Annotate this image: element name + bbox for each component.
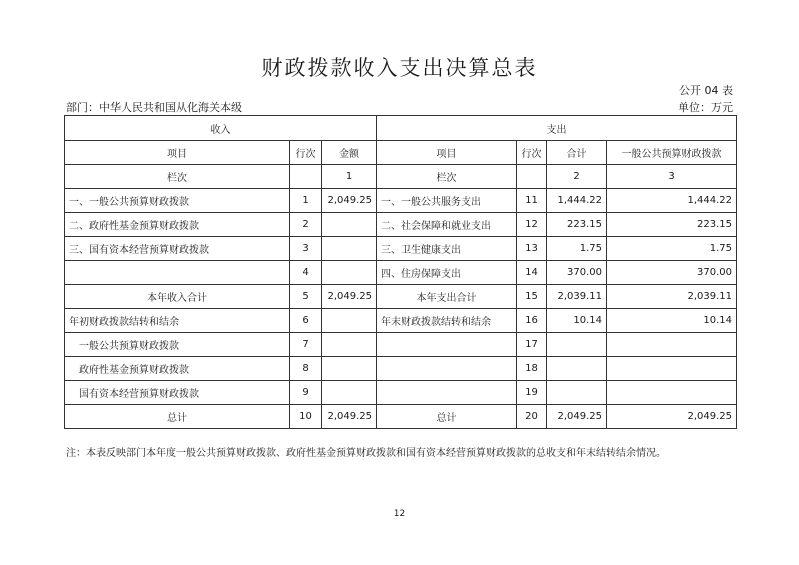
expense-general: 1.75 <box>607 237 737 261</box>
expense-line: 13 <box>517 237 547 261</box>
expense-general <box>607 357 737 381</box>
table-row <box>65 261 737 285</box>
income-line: 7 <box>290 333 322 357</box>
expense-general-header: 一般公共预算财政拨款 <box>607 141 737 165</box>
table-row <box>65 333 737 357</box>
income-line: 3 <box>290 237 322 261</box>
income-amount <box>322 237 377 261</box>
income-item: 本年收入合计 <box>65 285 290 309</box>
income-line: 5 <box>290 285 322 309</box>
income-line: 2 <box>290 213 322 237</box>
expense-item: 一、一般公共服务支出 <box>377 189 517 213</box>
expense-section-header: 支出 <box>377 116 737 141</box>
expense-item: 四、住房保障支出 <box>377 261 517 285</box>
expense-total <box>547 357 607 381</box>
expense-total-header: 合计 <box>547 141 607 165</box>
expense-item <box>377 381 517 405</box>
table-note: 注：本表反映部门本年度一般公共预算财政拨款、政府性基金预算财政拨款和国有资本经营预算财政拨款的总收支和年末结转结余情况。 <box>66 448 666 459</box>
expense-item <box>377 333 517 357</box>
income-item: 政府性基金预算财政拨款 <box>65 357 290 381</box>
table-row <box>65 357 737 381</box>
expense-general <box>607 381 737 405</box>
expense-general: 223.15 <box>607 213 737 237</box>
income-item: 国有资本经营预算财政拨款 <box>65 381 290 405</box>
expense-item: 年末财政拨款结转和结余 <box>377 309 517 333</box>
table-code: 公开 04 表 <box>679 84 733 97</box>
expense-total: 370.00 <box>547 261 607 285</box>
income-item <box>65 261 290 285</box>
expense-general: 370.00 <box>607 261 737 285</box>
expense-item: 总计 <box>377 405 517 429</box>
income-amount <box>322 309 377 333</box>
page-title: 财政拨款收入支出决算总表 <box>261 56 538 80</box>
expense-item-header: 项目 <box>377 141 517 165</box>
expense-item <box>377 357 517 381</box>
expense-general: 10.14 <box>607 309 737 333</box>
income-amount <box>322 333 377 357</box>
column-row-blank <box>290 165 322 189</box>
income-line: 1 <box>290 189 322 213</box>
department-label: 部门：中华人民共和国从化海关本级 <box>66 101 242 114</box>
expense-total: 10.14 <box>547 309 607 333</box>
income-line: 9 <box>290 381 322 405</box>
expense-line: 14 <box>517 261 547 285</box>
income-column-number: 1 <box>322 165 377 189</box>
column-row-label: 栏次 <box>65 165 290 189</box>
income-amount: 2,049.25 <box>322 405 377 429</box>
table-row <box>65 405 737 429</box>
expense-general: 2,039.11 <box>607 285 737 309</box>
expense-line: 17 <box>517 333 547 357</box>
general-column-number: 3 <box>607 165 737 189</box>
income-line: 4 <box>290 261 322 285</box>
expense-line: 20 <box>517 405 547 429</box>
income-line: 10 <box>290 405 322 429</box>
column-number-row <box>65 165 737 189</box>
income-amount <box>322 357 377 381</box>
expense-column-row-blank <box>517 165 547 189</box>
table-row <box>65 285 737 309</box>
table-row <box>65 381 737 405</box>
income-item-header: 项目 <box>65 141 290 165</box>
expense-line: 16 <box>517 309 547 333</box>
column-header-row <box>65 141 737 165</box>
expense-total: 1,444.22 <box>547 189 607 213</box>
section-header-row <box>65 116 737 141</box>
expense-line: 15 <box>517 285 547 309</box>
income-item: 年初财政拨款结转和结余 <box>65 309 290 333</box>
income-amount-header: 金额 <box>322 141 377 165</box>
page-number: 12 <box>393 509 406 519</box>
expense-total: 2,049.25 <box>547 405 607 429</box>
expense-line: 11 <box>517 189 547 213</box>
table-row <box>65 213 737 237</box>
expense-general: 1,444.22 <box>607 189 737 213</box>
expense-item: 二、社会保障和就业支出 <box>377 213 517 237</box>
income-item: 一、一般公共预算财政拨款 <box>65 189 290 213</box>
expense-general <box>607 333 737 357</box>
expense-column-row-label: 栏次 <box>377 165 517 189</box>
unit-label: 单位：万元 <box>678 101 733 114</box>
expense-total <box>547 381 607 405</box>
expense-general: 2,049.25 <box>607 405 737 429</box>
income-item: 一般公共预算财政拨款 <box>65 333 290 357</box>
income-line-header: 行次 <box>290 141 322 165</box>
expense-item: 三、卫生健康支出 <box>377 237 517 261</box>
budget-table <box>64 115 737 429</box>
expense-total: 223.15 <box>547 213 607 237</box>
expense-line-header: 行次 <box>517 141 547 165</box>
income-amount <box>322 213 377 237</box>
expense-item: 本年支出合计 <box>377 285 517 309</box>
income-item: 二、政府性基金预算财政拨款 <box>65 213 290 237</box>
income-line: 6 <box>290 309 322 333</box>
income-item: 三、国有资本经营预算财政拨款 <box>65 237 290 261</box>
expense-total <box>547 333 607 357</box>
income-amount: 2,049.25 <box>322 189 377 213</box>
expense-total: 2,039.11 <box>547 285 607 309</box>
income-amount: 2,049.25 <box>322 285 377 309</box>
total-column-number: 2 <box>547 165 607 189</box>
table-row <box>65 237 737 261</box>
income-amount <box>322 381 377 405</box>
table-row <box>65 189 737 213</box>
expense-total: 1.75 <box>547 237 607 261</box>
table-row <box>65 309 737 333</box>
income-line: 8 <box>290 357 322 381</box>
expense-line: 12 <box>517 213 547 237</box>
income-amount <box>322 261 377 285</box>
expense-line: 19 <box>517 381 547 405</box>
income-section-header: 收入 <box>65 116 377 141</box>
income-item: 总计 <box>65 405 290 429</box>
expense-line: 18 <box>517 357 547 381</box>
